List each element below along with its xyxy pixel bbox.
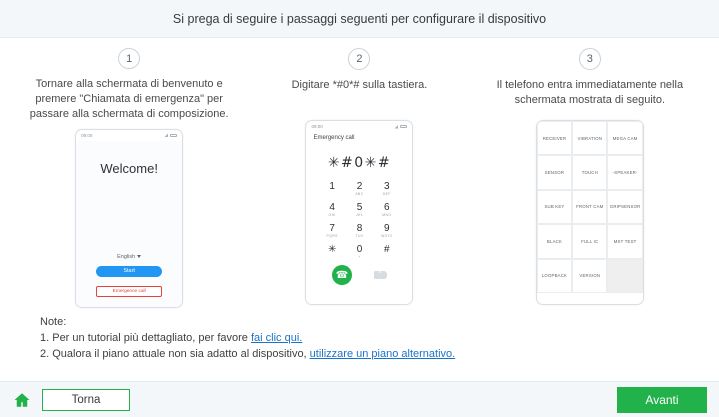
step-1 bbox=[14, 48, 244, 308]
dialpad-key-digit: 5 bbox=[356, 202, 363, 213]
dialpad-key-digit: ✳ bbox=[327, 244, 337, 255]
dialpad-key[interactable] bbox=[373, 181, 400, 197]
next-button[interactable]: Avanti bbox=[617, 387, 707, 413]
test-menu-grid bbox=[537, 121, 643, 293]
step-2-number: 2 bbox=[348, 48, 370, 70]
phone-mockup-welcome bbox=[75, 129, 183, 308]
dialpad-key-letters bbox=[373, 255, 400, 260]
start-button[interactable]: Start bbox=[96, 266, 162, 277]
dialpad-key[interactable] bbox=[346, 223, 373, 239]
test-menu-cell[interactable]: FULL IC bbox=[572, 224, 607, 258]
phone-mockup-test-menu bbox=[536, 120, 644, 305]
notes-title: Note: bbox=[40, 316, 67, 328]
dialpad-key-digit: 1 bbox=[329, 181, 335, 192]
language-label: English bbox=[117, 253, 136, 260]
signal-icon bbox=[164, 133, 168, 137]
page-title: Si prega di seguire i passaggi seguenti per configurare il dispositivo bbox=[172, 11, 547, 26]
phone-1-status-bar bbox=[76, 130, 182, 141]
dialpad-key-letters: + bbox=[358, 255, 361, 259]
step-2-description: Digitare *#0*# sulla tastiera. bbox=[291, 79, 428, 91]
dialpad-key[interactable] bbox=[346, 181, 373, 197]
tutorial-link[interactable]: fai clic qui. bbox=[250, 332, 303, 344]
call-icon[interactable]: ☎ bbox=[332, 265, 352, 285]
dialpad-key[interactable] bbox=[346, 244, 373, 260]
alternative-plan-link[interactable]: utilizzare un piano alternativo. bbox=[309, 348, 456, 360]
test-menu-cell[interactable]: VIBRATION bbox=[572, 121, 607, 155]
dialpad-key[interactable] bbox=[318, 181, 345, 197]
language-selector[interactable] bbox=[117, 254, 141, 260]
phone-2-status-icons bbox=[394, 125, 407, 129]
phone-mockup-dialer bbox=[305, 120, 413, 305]
dialpad-key-letters: ABC bbox=[355, 192, 364, 196]
dialpad-key-digit: 9 bbox=[384, 223, 390, 234]
dialpad-key-digit: # bbox=[384, 244, 390, 255]
dialpad-key-letters: WXYZ bbox=[381, 234, 393, 238]
step-3-description: Il telefono entra immediatamente nella schermata mostrata di seguito. bbox=[496, 79, 684, 106]
emergency-call-button[interactable]: Emergence call bbox=[96, 286, 162, 297]
test-menu-cell[interactable]: SUB KEY bbox=[537, 190, 572, 224]
dialer-title: Emergency call bbox=[313, 135, 355, 141]
step-2 bbox=[244, 48, 474, 308]
dialpad-key-letters: MNO bbox=[382, 213, 392, 217]
test-menu-cell[interactable]: VERSION bbox=[572, 259, 607, 293]
step-1-number: 1 bbox=[118, 48, 140, 69]
dialpad-key-letters bbox=[318, 192, 345, 197]
dialpad-key[interactable] bbox=[318, 202, 345, 218]
note-line-1 bbox=[40, 330, 719, 346]
dialpad-key-digit: 8 bbox=[356, 223, 363, 234]
header-bar bbox=[0, 0, 719, 38]
dialpad-key-digit: 3 bbox=[384, 181, 390, 192]
note-line-2 bbox=[40, 346, 719, 362]
signal-icon bbox=[394, 125, 398, 129]
test-menu-cell[interactable]: SENSOR bbox=[537, 155, 572, 189]
dialpad-key[interactable] bbox=[373, 223, 400, 239]
phone-2-clock: 09:00 bbox=[311, 124, 323, 129]
notes-section bbox=[0, 308, 719, 362]
dialer-screen bbox=[306, 132, 412, 304]
welcome-screen bbox=[76, 141, 182, 307]
dialpad-key[interactable] bbox=[373, 202, 400, 218]
dialpad-key-letters bbox=[318, 255, 345, 260]
dialpad-key-letters: TUV bbox=[355, 234, 364, 238]
dialed-number-display: ✳#0✳# bbox=[327, 155, 392, 171]
steps-container bbox=[0, 38, 719, 308]
test-menu-cell[interactable]: RECEIVER bbox=[537, 121, 572, 155]
test-menu-cell[interactable]: TOUCH bbox=[572, 155, 607, 189]
test-menu-cell[interactable]: FRONT CAM bbox=[572, 190, 607, 224]
dialpad[interactable] bbox=[306, 181, 412, 260]
dialpad-key-digit: 2 bbox=[356, 181, 363, 192]
phone-1-status-icons bbox=[164, 133, 177, 137]
welcome-title: Welcome! bbox=[100, 160, 158, 176]
dialer-actions bbox=[306, 265, 412, 285]
phone-2-status-bar bbox=[306, 121, 412, 132]
battery-icon bbox=[400, 125, 407, 129]
battery-icon bbox=[170, 134, 177, 138]
dialpad-key[interactable] bbox=[346, 202, 373, 218]
phone-1-clock: 09:00 bbox=[81, 132, 93, 138]
footer-bar bbox=[0, 381, 719, 417]
test-menu-cell[interactable]: MST TEST bbox=[607, 224, 642, 258]
test-menu-cell[interactable] bbox=[607, 259, 642, 293]
test-menu-cell[interactable]: GRIPSENSOR bbox=[607, 190, 642, 224]
dialpad-key[interactable] bbox=[318, 223, 345, 239]
dialpad-key[interactable] bbox=[373, 244, 400, 260]
step-3 bbox=[475, 48, 705, 308]
dialpad-key-letters: JKL bbox=[355, 213, 363, 217]
step-1-description: Tornare alla schermata di benvenuto e premere "Chiamata di emergenza" per passare alla schermata di composizione. bbox=[29, 78, 229, 121]
chevron-down-icon bbox=[137, 255, 141, 258]
dialpad-key-letters: PQRS bbox=[326, 234, 338, 238]
dialpad-key-digit: 7 bbox=[329, 223, 335, 234]
dialpad-key-letters: GHI bbox=[328, 213, 336, 217]
step-3-number: 3 bbox=[579, 48, 601, 70]
dialpad-key-digit: 0 bbox=[356, 244, 363, 255]
dialpad-key-digit: 4 bbox=[329, 202, 335, 213]
test-menu-cell[interactable]: BLACK bbox=[537, 224, 572, 258]
test-menu-cell[interactable]: -SPEAKER- bbox=[607, 155, 642, 189]
home-icon[interactable] bbox=[12, 390, 32, 410]
note-1-text: 1. Per un tutorial più dettagliato, per favore bbox=[40, 332, 251, 344]
dialpad-key[interactable] bbox=[318, 244, 345, 260]
test-menu-cell[interactable]: LOOPBACK bbox=[537, 259, 572, 293]
backspace-icon[interactable] bbox=[374, 271, 387, 279]
dialpad-key-digit: 6 bbox=[384, 202, 390, 213]
back-button[interactable]: Torna bbox=[42, 389, 130, 411]
test-menu-cell[interactable]: MEGA CAM bbox=[607, 121, 642, 155]
dialpad-key-letters: DEF bbox=[382, 192, 391, 196]
note-2-text: 2. Qualora il piano attuale non sia adatto al dispositivo, bbox=[40, 348, 310, 360]
